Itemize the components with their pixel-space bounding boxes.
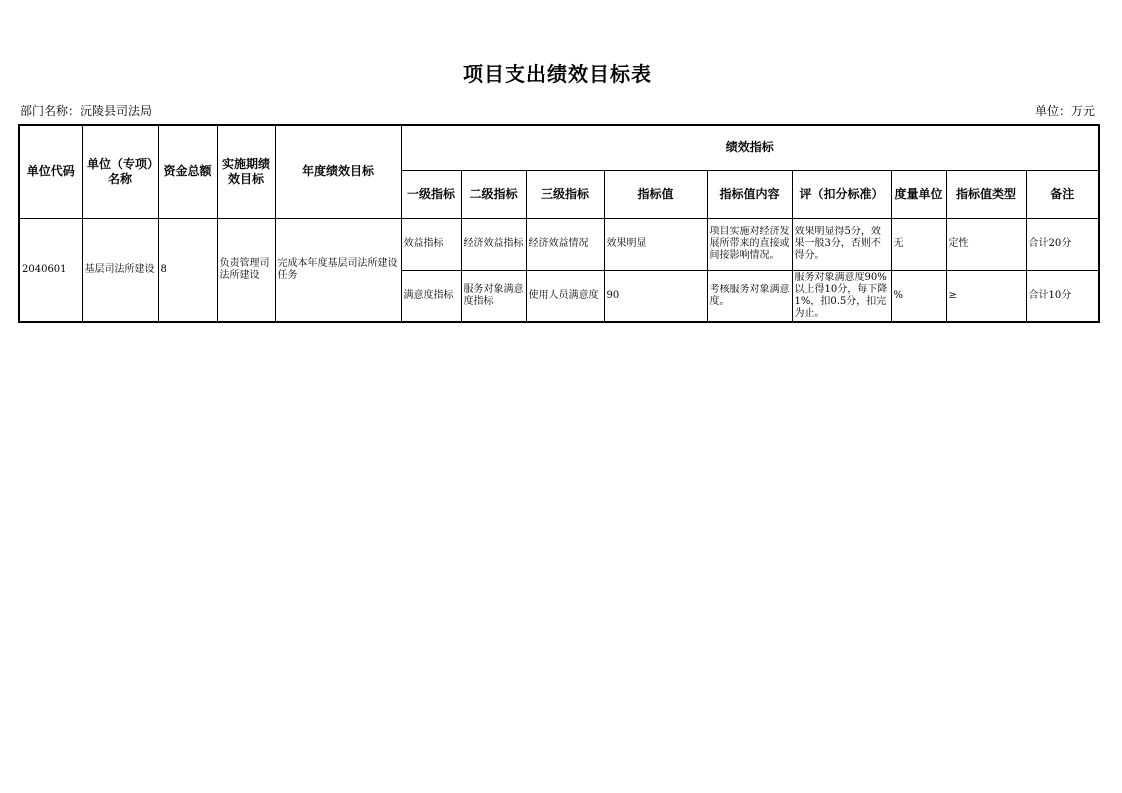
cell-measure-unit: 无 — [891, 218, 946, 270]
department-label: 部门名称： — [20, 104, 81, 118]
header-measure-unit: 度量单位 — [891, 170, 946, 218]
header-total-fund: 资金总额 — [158, 125, 217, 218]
cell-unit-name: 基层司法所建设 — [82, 218, 158, 322]
cell-level1: 满意度指标 — [401, 270, 461, 322]
cell-value-type: 定性 — [946, 218, 1026, 270]
cell-unit-code: 2040601 — [19, 218, 82, 322]
cell-scoring-text: 效果明显得5分，效果一般3分，否则不得分。 — [794, 226, 881, 261]
header-scoring: 评（扣分标准） — [792, 170, 891, 218]
cell-annual-goal: 完成本年度基层司法所建设任务 — [275, 218, 401, 322]
header-perf-indicators: 绩效指标 — [401, 125, 1099, 170]
cell-content-text: 考核服务对象满意度。 — [709, 283, 790, 307]
cell-impl-goal: 负责管理司法所建设 — [217, 218, 275, 322]
cell-level1: 效益指标 — [401, 218, 461, 270]
cell-measure-unit: % — [891, 270, 946, 322]
cell-content — [707, 270, 792, 322]
unit-note: 单位：万元 — [1034, 104, 1095, 118]
cell-level2: 服务对象满意度指标 — [461, 270, 526, 322]
cell-level3: 经济效益情况 — [526, 218, 604, 270]
cell-total-fund: 8 — [158, 218, 217, 322]
cell-content — [707, 218, 792, 270]
cell-level2: 经济效益指标 — [461, 218, 526, 270]
performance-table — [18, 124, 1100, 323]
header-level2: 二级指标 — [461, 170, 526, 218]
header-content: 指标值内容 — [707, 170, 792, 218]
header-impl-goal: 实施期绩效目标 — [217, 125, 275, 218]
cell-content-text: 项目实施对经济发展所带来的直接或间接影响情况。 — [709, 226, 790, 261]
header-remarks: 备注 — [1026, 170, 1099, 218]
header-annual-goal: 年度绩效目标 — [275, 125, 401, 218]
header-level3: 三级指标 — [526, 170, 604, 218]
cell-value: 90 — [604, 270, 707, 322]
cell-value-type: ≥ — [946, 270, 1026, 322]
department-value: 沅陵县司法局 — [80, 104, 153, 118]
cell-scoring — [792, 218, 891, 270]
header-value: 指标值 — [604, 170, 707, 218]
header-unit-code: 单位代码 — [19, 125, 82, 218]
table-row — [19, 218, 1099, 270]
cell-level3: 使用人员满意度 — [526, 270, 604, 322]
page-title: 项目支出绩效目标表 — [463, 62, 652, 86]
cell-value: 效果明显 — [604, 218, 707, 270]
header-level1: 一级指标 — [401, 170, 461, 218]
cell-scoring-text: 服务对象满意度90%以上得10分，每下降1%，扣0.5分，扣完为止。 — [794, 271, 888, 319]
department-line — [20, 102, 152, 119]
cell-scoring — [792, 270, 891, 322]
cell-remarks: 合计20分 — [1026, 218, 1099, 270]
cell-remarks: 合计10分 — [1026, 270, 1099, 322]
header-value-type: 指标值类型 — [946, 170, 1026, 218]
header-unit-name: 单位（专项）名称 — [82, 125, 158, 218]
